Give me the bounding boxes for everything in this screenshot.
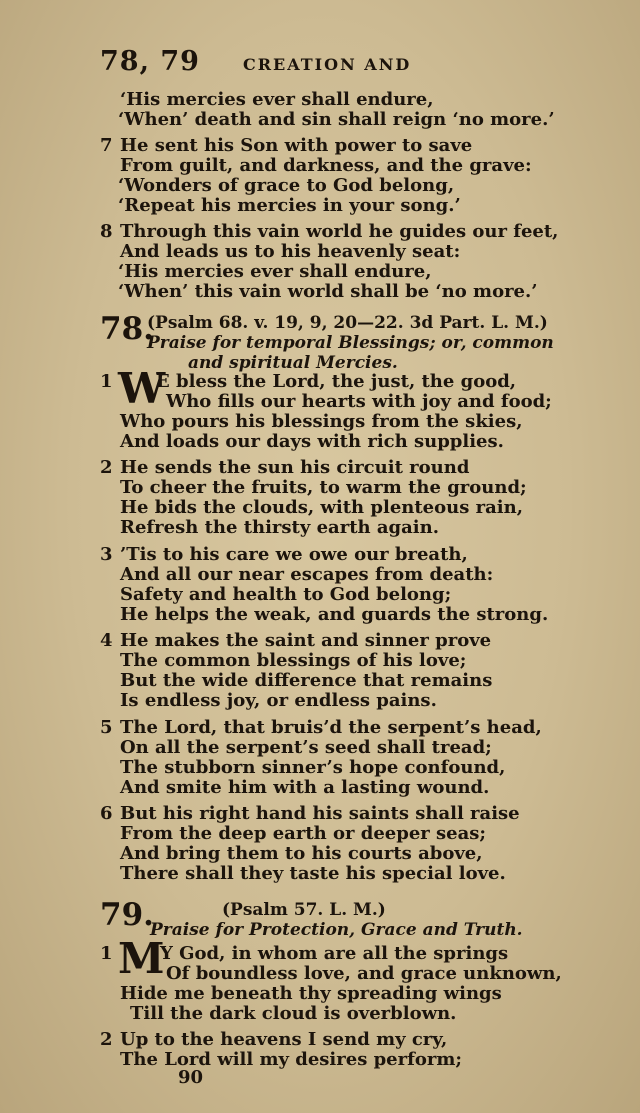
verse-line: ‘When’ death and sin shall reign ‘no more.’	[118, 109, 555, 130]
verse-line: Of boundless love, and grace unknown,	[166, 963, 562, 984]
verse-line: But his right hand his saints shall raise	[120, 803, 520, 824]
verse-line: Hide me beneath thy spreading wings	[120, 983, 502, 1004]
verse-number: 2	[100, 1029, 113, 1050]
verse-line: ‘His mercies ever shall endure,	[120, 89, 434, 110]
page-number: 90	[178, 1067, 204, 1088]
hymn-number: 78.	[100, 311, 154, 347]
verse-number: 5	[100, 717, 113, 738]
verse-line: Safety and health to God belong;	[120, 584, 452, 605]
verse-line: To cheer the fruits, to warm the ground;	[120, 477, 527, 498]
verse-line: ‘Repeat his mercies in your song.’	[118, 195, 461, 216]
verse-line: ‘His mercies ever shall endure,	[118, 261, 432, 282]
verse-line: Who fills our hearts with joy and food;	[166, 391, 552, 412]
verse-line: On all the serpent’s seed shall tread;	[120, 737, 492, 758]
verse-line: ‘When’ this vain world shall be ‘no more.’	[118, 281, 538, 302]
page-header-numbers: 78, 79	[100, 46, 200, 77]
verse-line: And bring them to his courts above,	[120, 843, 483, 864]
verse-line: The Lord will my desires perform;	[120, 1049, 463, 1070]
verse-line: ’Tis to his care we owe our breath,	[120, 544, 468, 565]
verse-line: ‘Wonders of grace to God belong,	[118, 175, 455, 196]
verse-line: Till the dark cloud is overblown.	[130, 1003, 457, 1024]
verse-line: The stubborn sinner’s hope confound,	[120, 757, 506, 778]
hymn-subtitle: Praise for temporal Blessings; or, common	[147, 333, 554, 353]
verse-line: And loads our days with rich supplies.	[120, 431, 504, 452]
verse-line: He sent his Son with power to save	[120, 135, 473, 156]
verse-line: And smite him with a lasting wound.	[120, 777, 490, 798]
drop-cap: W	[118, 364, 166, 413]
hymn-reference: (Psalm 68. v. 19, 9, 20—22. 3d Part. L. M.)	[147, 313, 548, 333]
verse-line: He makes the saint and sinner prove	[120, 630, 492, 651]
verse-line: Through this vain world he guides our feet,	[120, 221, 559, 242]
verse-line: He helps the weak, and guards the strong.	[120, 604, 549, 625]
hymn-number: 79.	[100, 897, 154, 933]
verse-line: E bless the Lord, the just, the good,	[156, 371, 517, 392]
verse-line: There shall they taste his special love.	[120, 863, 506, 884]
verse-number: 6	[100, 803, 113, 824]
hymn-subtitle: Praise for Protection, Grace and Truth.	[150, 920, 523, 940]
verse-number: 8	[100, 221, 113, 242]
verse-line: From guilt, and darkness, and the grave:	[120, 155, 532, 176]
verse-line: He sends the sun his circuit round	[120, 457, 470, 478]
verse-line: Refresh the thirsty earth again.	[120, 517, 439, 538]
verse-line: Who pours his blessings from the skies,	[120, 411, 523, 432]
verse-number: 4	[100, 630, 113, 651]
verse-line: Is endless joy, or endless pains.	[120, 690, 437, 711]
verse-number: 2	[100, 457, 113, 478]
hymn-reference: (Psalm 57. L. M.)	[222, 900, 386, 920]
verse-number: 7	[100, 135, 113, 156]
verse-line: But the wide difference that remains	[120, 670, 493, 691]
verse-line: The common blessings of his love;	[120, 650, 467, 671]
verse-number: 1	[100, 943, 113, 964]
hymn-subtitle: and spiritual Mercies.	[188, 353, 398, 373]
verse-line: Up to the heavens I send my cry,	[120, 1029, 448, 1050]
page-header	[100, 46, 560, 80]
verse-number: 3	[100, 544, 113, 565]
verse-line: And leads us to his heavenly seat:	[120, 241, 461, 262]
verse-line: Y God, in whom are all the springs	[160, 943, 509, 964]
verse-line: And all our near escapes from death:	[120, 564, 494, 585]
verse-number: 1	[100, 371, 113, 392]
page-header-title: CREATION AND	[243, 55, 412, 74]
verse-line: The Lord, that bruis’d the serpent’s head,	[120, 717, 542, 738]
verse-line: He bids the clouds, with plenteous rain,	[120, 497, 523, 518]
verse-line: From the deep earth or deeper seas;	[120, 823, 487, 844]
drop-cap: M	[118, 934, 165, 983]
